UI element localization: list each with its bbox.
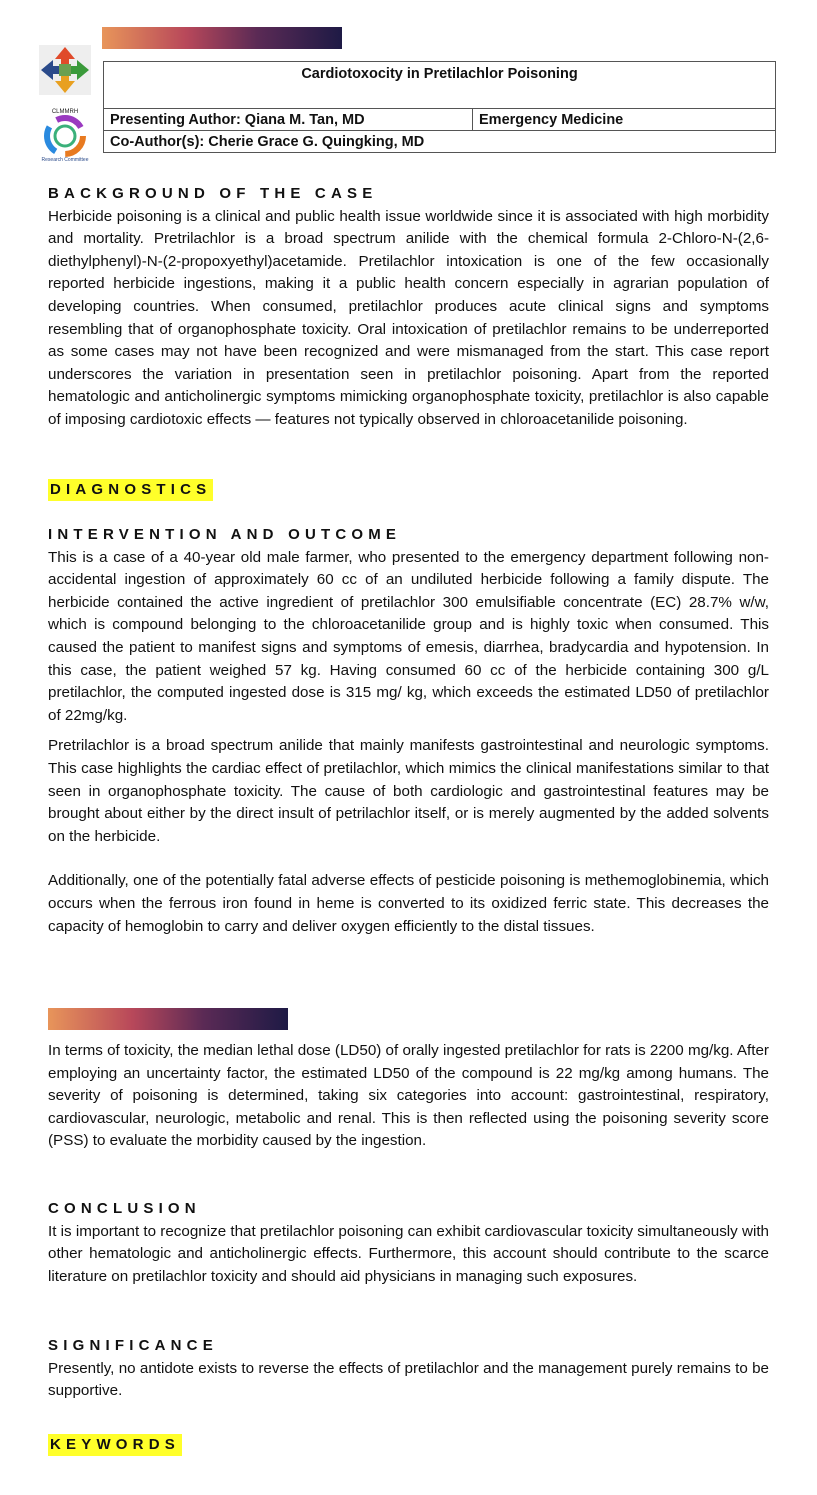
co-authors: Co-Author(s): Cherie Grace G. Quingking, MD	[104, 131, 776, 153]
toxicity-section	[48, 1040, 769, 1153]
research-committee-logo-icon	[35, 105, 95, 163]
conclusion-heading: CONCLUSION	[48, 1200, 201, 1217]
conclusion-text: It is important to recognize that pretilachlor poisoning can exhibit cardiovascular toxicity simultaneously with other hematologic and anticholinergic effects. Furthermore, this account should contribute to the scarce literature on pretilachlor toxicity and should aid physicians in managing such exposures.	[48, 1222, 769, 1285]
diagnostics-section	[48, 479, 769, 502]
arrows-logo-icon	[35, 41, 95, 99]
keywords-section	[48, 1434, 769, 1457]
decorative-gradient-bar	[48, 1008, 288, 1030]
header-table	[103, 61, 776, 153]
significance-heading: SIGNIFICANCE	[48, 1337, 218, 1354]
presenting-author: Presenting Author: Qiana M. Tan, MD	[104, 109, 473, 131]
header-spacer	[104, 85, 776, 109]
intervention-section	[48, 524, 769, 938]
svg-text:Research Committee: Research Committee	[41, 157, 89, 163]
keywords-heading: KEYWORDS	[48, 1434, 182, 1456]
intervention-paragraph-3: Additionally, one of the potentially fatal adverse effects of pesticide poisoning is methemoglobinemia, which occurs when the ferrous iron found in heme is converted to its oxidized ferric state. This decreases the capacity of hemoglobin to carry and deliver oxygen efficiently to the distal tissues.	[48, 872, 769, 935]
decorative-gradient-bar	[102, 27, 342, 49]
intervention-paragraph-2: Pretrilachlor is a broad spectrum anilide that mainly manifests gastrointestinal and neurologic symptoms. This case highlights the cardiac effect of pretilachlor, which mimics the clinical manifestations similar to that seen in organophosphate toxicity. The cause of both cardiologic and gastrointestinal features may be brought about either by the direct insult of petrilachlor itself, or is merely augmented by the added solvents on the herbicide.	[48, 737, 769, 845]
intervention-paragraph-1: This is a case of a 40-year old male farmer, who presented to the emergency department following non-accidental ingestion of approximately 60 cc of an undiluted herbicide following a family dispute. The herbicide contained the active ingredient of pretilachlor 300 emulsifiable concentrate (EC) 28.7% w/w, which is compound belonging to the chloroacetanilide group and is highly toxic when consumed. This caused the patient to manifest signs and symptoms of emesis, diarrhea, bradycardia and hypotension. In this case, the patient weighed 57 kg. Having consumed 60 cc of the herbicide containing 300 g/L pretilachlor, the computed ingested dose is 315 mg/ kg, which exceeds the estimated LD50 of pretilachlor of 22mg/kg.	[48, 548, 769, 724]
conclusion-section	[48, 1198, 769, 1288]
background-section	[48, 183, 769, 432]
significance-section	[48, 1335, 769, 1403]
diagnostics-heading: DIAGNOSTICS	[48, 479, 213, 501]
background-text: Herbicide poisoning is a clinical and public health issue worldwide since it is associated with high morbidity and mortality. Pretrilachlor is a broad spectrum anilide with the chemical formula 2-Chloro-N-(2,6- diethylphenyl)-N-(2-propoxyethyl)acetamide. Pretilachlor intoxication is one of the few occasionally reported herbicide ingestions, making it a public health concern especially in agrarian population of developing countries. When consumed, pretilachlor produces acute clinical signs and symptoms resembling that of organophosphate toxicity. Oral intoxication of pretilachlor remains to be underreported as some cases may not have been recognized and were mismanaged from the start. This case report underscores the variation in presentation seen in pretilachlor poisoning. Apart from the reported hematologic and anticholinergic symptoms mimicking organophosphate toxicity, pretilachlor is also capable of imposing cardiotoxic effects — features not typically observed in chloroacetanilide poisoning.	[48, 207, 769, 428]
department: Emergency Medicine	[473, 109, 776, 131]
intervention-heading: INTERVENTION AND OUTCOME	[48, 526, 402, 543]
significance-text: Presently, no antidote exists to reverse the effects of pretilachlor and the management purely remains to be supportive.	[48, 1359, 769, 1400]
poster-title: Cardiotoxocity in Pretilachlor Poisoning	[104, 62, 776, 86]
toxicity-text: In terms of toxicity, the median lethal dose (LD50) of orally ingested pretilachlor for rats is 2200 mg/kg. After employing an uncertainty factor, the estimated LD50 of the compound is 22 mg/kg among humans. The severity of poisoning is determined, taking six categories into account: gastrointestinal, respiratory, cardiovascular, neurologic, metabolic and renal. This is then reflected using the poisoning severity score (PSS) to evaluate the morbidity caused by the ingestion.	[48, 1042, 769, 1150]
background-heading: BACKGROUND OF THE CASE	[48, 185, 378, 202]
svg-text:CLMMRH: CLMMRH	[51, 109, 79, 115]
